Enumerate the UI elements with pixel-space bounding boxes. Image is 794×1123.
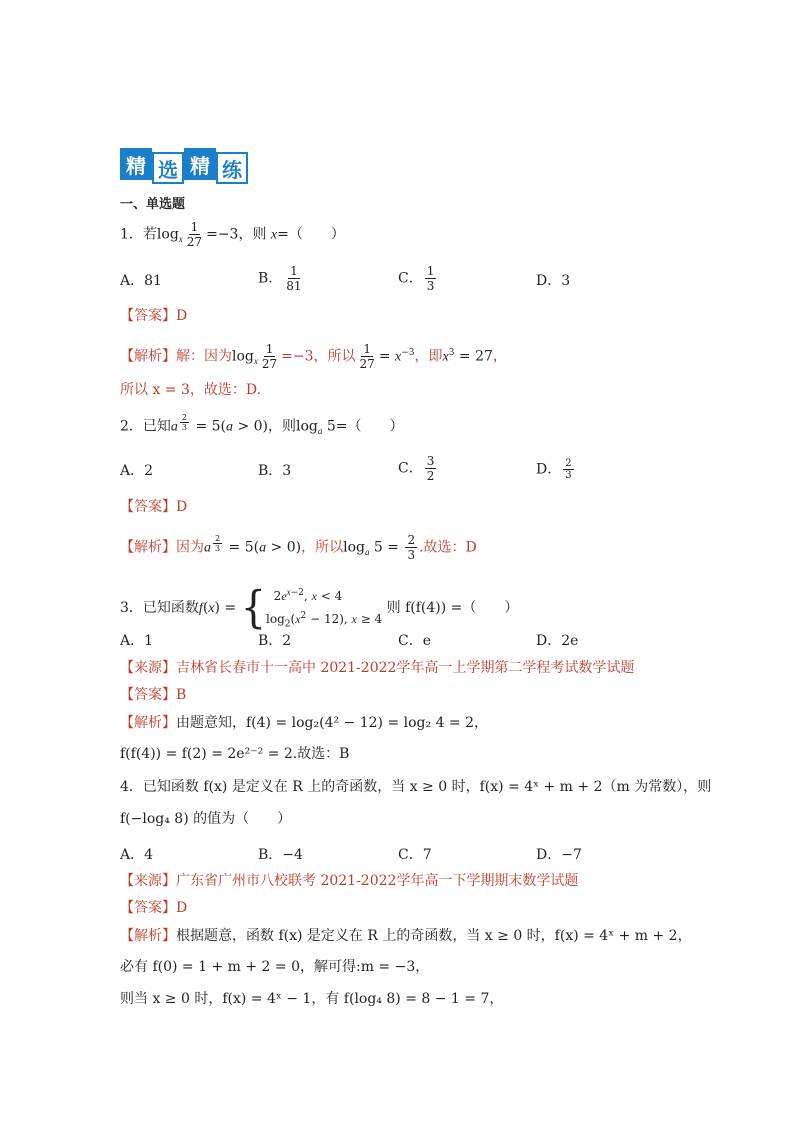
question-2-answer: 【答案】D: [120, 499, 188, 515]
question-3-source: 【来源】吉林省长春市十一高中 2021-2022学年高一上学期第二学程考试数学试题: [120, 660, 635, 676]
question-2-analysis: 【解析】因为a $^{\frac{2}{3}}$ = 5(a > 0)，所以$\log_a 5$ = $\frac{2}{3}$ .故选：D: [120, 533, 477, 562]
question-2-option-d: D． $\frac{2}{3}$: [536, 458, 572, 481]
question-4-stem-2: f(−log₄ 8) 的值为（ ）: [120, 811, 292, 827]
question-2-stem: 2．已知a $^{\frac{2}{3}}$ = 5(a > 0)，则$\log_a 5=$（ ）: [120, 413, 404, 437]
badge-char-4: 练: [216, 152, 248, 184]
question-1-option-d: D．3: [536, 273, 571, 289]
question-2-option-a: A．2: [120, 463, 154, 479]
question-3-option-c: C．e: [398, 633, 431, 649]
question-4-option-c: C．7: [398, 847, 432, 863]
question-4-answer: 【答案】D: [120, 900, 188, 916]
question-3-stem: 3．已知函数f(x) = { $2e^{x-2}$, x < 4 $\log_2(x^2 - 12)$, x ≥ 4 则 f(f(4)) =（ ）: [120, 582, 519, 634]
question-3-option-b: B．2: [258, 633, 292, 649]
question-3-option-a: A．1: [120, 633, 154, 649]
badge-char-2: 选: [152, 152, 184, 184]
section-badge: [120, 148, 248, 184]
badge-char-3: 精: [184, 148, 216, 180]
question-3-option-d: D．2e: [536, 633, 579, 649]
question-1-option-c: C． $\frac{1}{3}$: [398, 264, 435, 293]
question-3-analysis-2: f(f(4)) = f(2) = 2e²⁻² = 2.故选：B: [120, 746, 350, 762]
question-4-analysis-3: 则当 x ≥ 0 时，f(x) = 4ˣ − 1，有 f(log₄ 8) = 8 − 1 = 7，: [120, 991, 504, 1007]
question-1-option-b: B． $\frac{1}{81}$: [258, 264, 302, 293]
question-4-stem: 4．已知函数 f(x) 是定义在 R 上的奇函数，当 x ≥ 0 时，f(x) = 4ˣ + m + 2（m 为常数），则: [120, 779, 712, 795]
question-4-source: 【来源】广东省广州市八校联考 2021-2022学年高一下学期期末数学试题: [120, 873, 579, 889]
question-1-stem: 1．若$\log_x$ $\frac{1}{27}$ =−3，则 x=（ ）: [120, 220, 345, 249]
badge-char-1: 精: [120, 148, 152, 180]
question-3-analysis: 【解析】由题意知，f(4) = log₂(4² − 12) = log₂ 4 = 2，: [120, 715, 489, 731]
question-4-option-b: B．−4: [258, 847, 303, 863]
question-4-option-a: A．4: [120, 847, 154, 863]
section-title: 一、单选题: [120, 197, 186, 212]
question-3-answer: 【答案】B: [120, 687, 187, 703]
question-2-option-c: C． $\frac{3}{2}$: [398, 454, 435, 483]
question-1-option-a: A．81: [120, 273, 162, 289]
question-4-option-d: D．−7: [536, 847, 582, 863]
question-4-analysis: 【解析】根据题意，函数 f(x) 是定义在 R 上的奇函数，当 x ≥ 0 时，f(x) = 4ˣ + m + 2，: [120, 928, 692, 944]
question-2-option-b: B．3: [258, 463, 292, 479]
question-4-analysis-2: 必有 f(0) = 1 + m + 2 = 0，解可得:m = −3，: [120, 959, 430, 975]
question-1-analysis: 【解析】解：因为$\log_x$ $\frac{1}{27}$ =−3，所以 $\frac{1}{27}$ = $x^{-3}$，即$x^3 = 27$，: [120, 342, 507, 371]
question-1-analysis-2: 所以 x = 3，故选：D.: [120, 382, 262, 398]
question-1-answer: 【答案】D: [120, 308, 188, 324]
